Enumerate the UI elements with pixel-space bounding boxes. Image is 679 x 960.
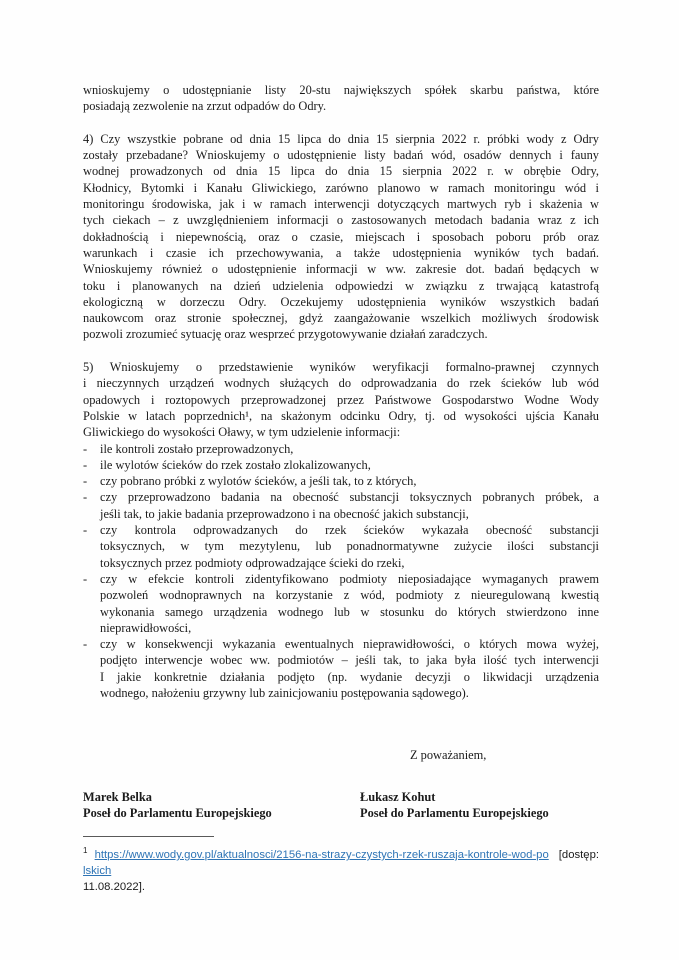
letter-body: [83, 82, 599, 821]
bullet-text: [100, 489, 599, 522]
footnote-separator: [83, 836, 214, 837]
text-line: pozwoleń wodnoprawnych na korzystanie z wód, podmioty z nieuregulowaną kwestią: [100, 588, 599, 603]
text-line: wodnego, nałożeniu grzywny lub zainicjowaniu postępowania sądowego).: [100, 685, 469, 700]
bullet-dash: -: [83, 457, 88, 472]
text-line: czy przeprowadzono badania na obecność substancji toksycznych pobranych próbek, a: [100, 490, 599, 505]
bullet-item: [83, 489, 599, 522]
text-line: wnioskujemy o udostępnianie listy 20-stu największych spółek skarbu państwa, które: [83, 83, 599, 97]
paragraph-intro: [83, 82, 599, 115]
text-line: czy w efekcie kontroli zidentyfikowano podmioty nieposiadające wymaganych prawem: [100, 571, 599, 586]
bullet-text: [100, 571, 599, 636]
signatory-name: Marek Belka: [83, 789, 152, 804]
text-line: pozwoli zrozumieć sytuację oraz wesprzeć przygotowywanie działań zaradczych.: [83, 327, 488, 342]
text-line: wodnej prowadzonych od dnia 15 lipca do dnia 15 sierpnia 2022 r. w obrębie Odry,: [83, 164, 599, 179]
bullet-dash: -: [83, 523, 88, 538]
bullet-item: [83, 636, 599, 701]
footnote-access-date: 11.08.2022].: [83, 880, 145, 893]
text-line: warunkach i czasie ich przechowywania, a także udostępnienia wyników tych badań.: [83, 245, 599, 260]
text-line: podjęto interwencje wobec ww. podmiotów – jeśli tak, to jaka była ilość tych interwencji: [100, 653, 599, 668]
bullet-dash: -: [83, 441, 88, 456]
text-line: czy kontrola odprowadzanych do rzek ścieków wykazała obecność substancji: [100, 523, 599, 538]
bullet-list: [83, 441, 599, 702]
bullet-text: [100, 441, 599, 457]
paragraph-point-5: [83, 359, 599, 440]
bullet-item: [83, 457, 599, 473]
text-line: ekologiczną w dorzeczu Odry. Oczekujemy udostępnienia wyników wszystkich badań: [83, 294, 599, 309]
footnote-line-1: [83, 843, 599, 879]
footnote: [83, 836, 599, 895]
text-line: Polskie w latach poprzednich¹, na skażonym odcinku Odry, tj. od wysokości ujścia Kanału: [83, 408, 599, 423]
footnote-marker: 1: [83, 846, 88, 855]
text-line: tych ciekach – z uwzględnieniem informacji o zastosowanych metodach badania wraz z ich: [83, 213, 599, 228]
text-line: toksycznych, w tym mezytylenu, lub ponadnormatywne zużycie ilości substancji: [100, 539, 599, 554]
text-line: toku i planowanych na dzień udzielenia odpowiedzi w związku z trwającą katastrofą: [83, 278, 599, 293]
bullet-text: [100, 522, 599, 571]
signature-block: [83, 789, 599, 822]
closing-salutation: Z poważaniem,: [410, 748, 487, 763]
footnote-access-label: [dostęp:: [558, 848, 599, 861]
signatory-name: Łukasz Kohut: [360, 789, 436, 804]
text-line: 5) Wnioskujemy o przedstawienie wyników weryfikacji formalno-prawnej czynnych: [83, 360, 599, 375]
signatory-title: Poseł do Parlamentu Europejskiego: [360, 805, 549, 820]
text-line: ile wylotów ścieków do rzek zostało zlokalizowanych,: [100, 457, 371, 472]
text-line: opadowych i roztopowych przeprowadzonej przez Państwowe Gospodarstwo Wodne Wody: [83, 392, 599, 407]
text-line: monitoringu środowiska, jak i w ramach interwencji dotyczących martwych ryb i skażenia w: [83, 197, 599, 212]
text-line: toksycznych przez podmioty odprowadzające ścieki do rzeki,: [100, 555, 405, 570]
text-line: jeśli tak, to jakie badania przeprowadzono i na obecność jakich substancji,: [100, 506, 469, 521]
footnote-reference: [83, 843, 551, 879]
text-line: nieprawidłowości,: [100, 620, 192, 635]
text-line: naukowcom oraz stronie społecznej, gdyż zaangażowanie wszelkich możliwych środowisk: [83, 311, 599, 326]
text-line: Kłodnicy, Bytomki i Kanału Gliwickiego, zarówno planowo w ramach monitoringu wód i: [83, 180, 599, 195]
bullet-text: [100, 636, 599, 701]
signature-right: [360, 789, 599, 822]
bullet-dash: -: [83, 474, 88, 489]
bullet-dash: -: [83, 637, 88, 652]
text-line: ile kontroli zostało przeprowadzonych,: [100, 441, 294, 456]
text-line: I jakie konkretnie działania podjęto (np. wydanie decyzji o likwidacji urządzenia: [100, 669, 599, 684]
bullet-text: [100, 473, 599, 489]
bullet-dash: -: [83, 571, 88, 586]
bullet-item: [83, 473, 599, 489]
text-line: i nieczynnych urządzeń wodnych służących do odprowadzania do rzek ścieków lub wód: [83, 376, 599, 391]
text-line: Wnioskujemy również o udostępnienie informacji w ww. zakresie dot. badań będących w: [83, 262, 599, 277]
bullet-dash: -: [83, 490, 88, 505]
footnote-link[interactable]: https://www.wody.gov.pl/aktualnosci/2156-na-strazy-czystych-rzek-ruszaja-kontrole-wod-polskich: [83, 848, 549, 877]
bullet-item: [83, 441, 599, 457]
text-line: czy w konsekwencji wykazania ewentualnych nieprawidłowości, o których mowa wyżej,: [100, 637, 599, 652]
text-line: posiadają zezwolenie na zrzut odpadów do Odry.: [83, 99, 327, 114]
text-line: czy pobrano próbki z wylotów ścieków, a jeśli tak, to z których,: [100, 474, 417, 489]
bullet-item: [83, 522, 599, 571]
text-line: Gliwickiego do wysokości Oławy, w tym udzielenie informacji:: [83, 425, 401, 440]
text-line: zostały przebadane? Wnioskujemy o udostępnienie listy badań wód, osadów dennych i fauny: [83, 148, 599, 163]
bullet-item: [83, 571, 599, 636]
text-line: dokładnością i niepewnością, oraz o czasie, miejscach i sposobach poboru prób oraz: [83, 229, 599, 244]
bullet-text: [100, 457, 599, 473]
paragraph-point-4: [83, 131, 599, 343]
text-line: wykonania samego urządzenia wodnego lub w stosunku do których stwierdzono inne: [100, 604, 599, 619]
signatory-title: Poseł do Parlamentu Europejskiego: [83, 805, 272, 820]
text-line: 4) Czy wszystkie pobrane od dnia 15 lipca do dnia 15 sierpnia 2022 r. próbki wody z Odry: [83, 131, 599, 146]
signature-left: [83, 789, 360, 822]
